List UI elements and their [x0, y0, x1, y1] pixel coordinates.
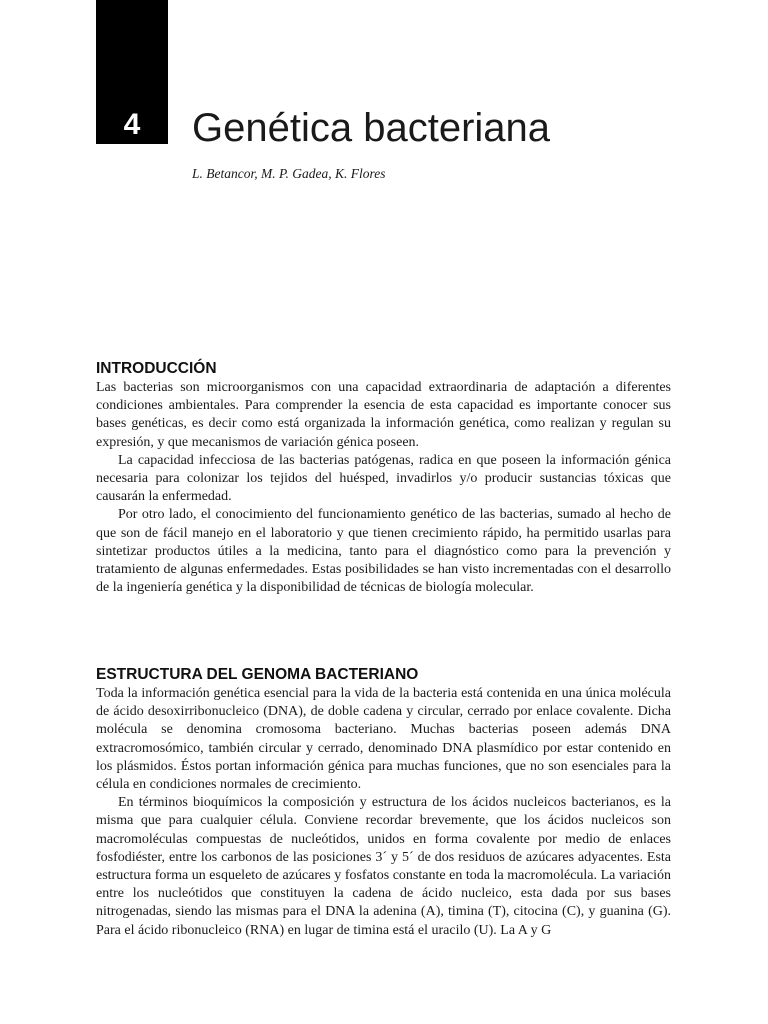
paragraph: Por otro lado, el conocimiento del funcionamiento genético de las bacterias, sumado al hecho de que son de fácil manejo en el laboratorio y que tienen crecimiento rápido, ha permitido usarlas para sintetizar productos útiles a la medicina, tanto para el diagnóstico como para la prevención y tratamiento de algunas enfermedades. Estas posibilidades se han visto incrementadas con el desarrollo de la ingeniería genética y la disponibilidad de técnicas de biología molecular.: [96, 507, 671, 596]
paragraph: La capacidad infecciosa de las bacterias patógenas, radica en que poseen la información génica necesaria para colonizar los tejidos del huésped, invadirlos y/o producir sustancias tóxicas que causarán la enfermedad.: [96, 452, 671, 505]
chapter-authors: L. Betancor, M. P. Gadea, K. Flores: [192, 166, 386, 181]
section-estructura-genoma: [96, 665, 671, 940]
chapter-number: 4: [123, 108, 141, 141]
chapter-title: Genética bacteriana: [192, 106, 551, 150]
section-introduccion: [96, 359, 671, 597]
chapter-number-block: [96, 0, 168, 144]
paragraph: Toda la información genética esencial para la vida de la bacteria está contenida en una única molécula de ácido desoxirribonucleico (DNA), de doble cadena y circular, cerrado por enlace covalente. Dicha molécula se denomina cromosoma bacteriano. Muchas bacterias poseen además DNA extracromosómico, también circular y cerrado, denominado DNA plasmídico por estar contenido en los plásmidos. Éstos portan información génica para muchas funciones, que no son esenciales para la célula en condiciones normales de crecimiento.: [96, 686, 671, 793]
section-heading: INTRODUCCIÓN: [96, 360, 217, 377]
section-heading: ESTRUCTURA DEL GENOMA BACTERIANO: [96, 666, 419, 683]
paragraph: En términos bioquímicos la composición y estructura de los ácidos nucleicos bacterianos, es la misma que para cualquier célula. Conviene recordar brevemente, que los ácidos nucleicos son macromoléculas compuestas de nucleótidos, unidos en forma covalente por medio de enlaces fosfodiéster, entre los carbonos de las posiciones 3´ y 5´ de dos residuos de azúcares adyacentes. Esta estructura forma un esqueleto de azúcares y fosfatos constante en toda la macromolécula. La variación entre los nucleótidos que constituyen la cadena de ácido nucleico, esta dada por sus bases nitrogenadas, siendo las mismas para el DNA la adenina (A), timina (T), citocina (C), y guanina (G). Para el ácido ribonucleico (RNA) en lugar de timina está el uracilo (U). La A y G: [96, 795, 671, 938]
paragraph: Las bacterias son microorganismos con una capacidad extraordinaria de adaptación a diferentes condiciones ambientales. Para comprender la esencia de esta capacidad es importante conocer sus bases genéticas, es decir como está organizada la información genética, como realizan y regulan su expresión, y que mecanismos de variación génica poseen.: [96, 380, 671, 450]
